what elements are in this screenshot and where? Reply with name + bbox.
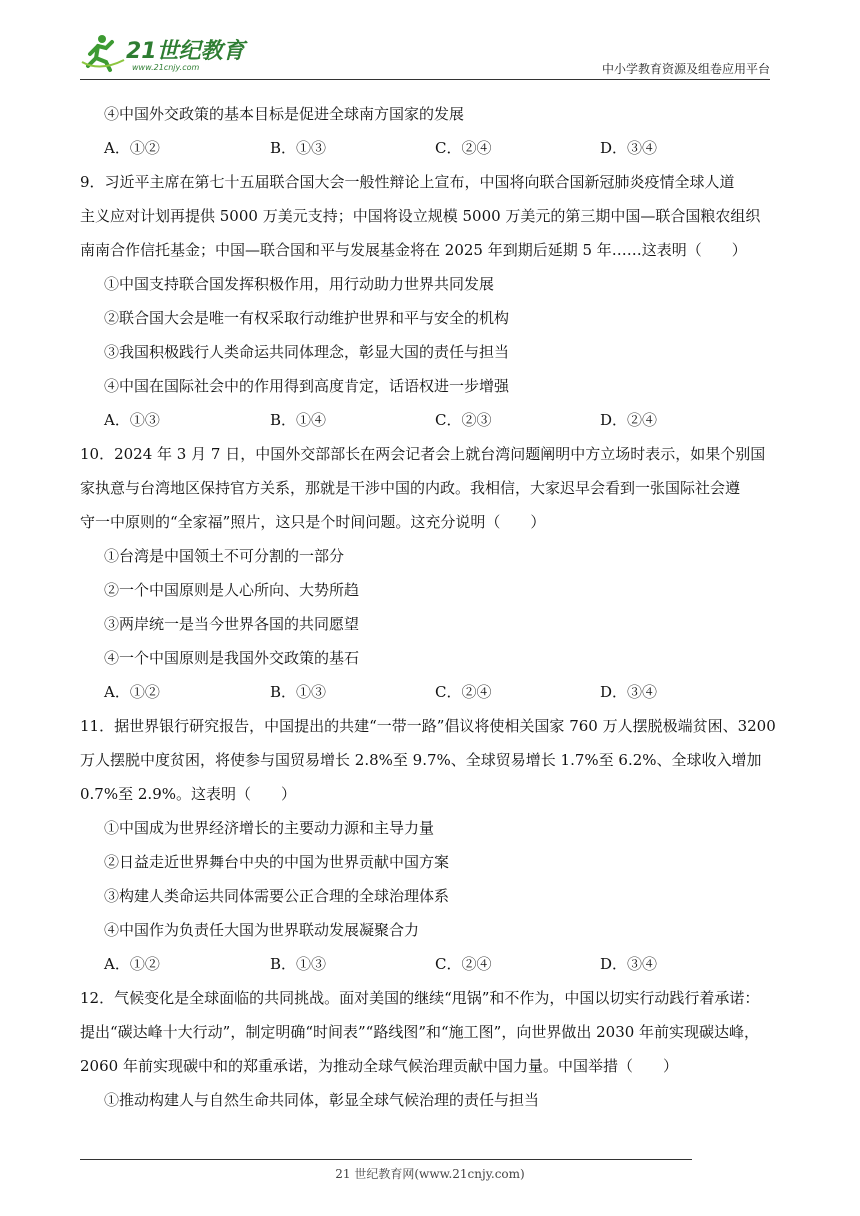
answer-choice[interactable]: B．①③ <box>270 139 327 157</box>
answer-choice[interactable]: C．②③ <box>435 411 492 429</box>
question-text: 2060 年前实现碳中和的郑重承诺，为推动全球气候治理贡献中国力量。中国举措（ ） <box>80 1057 678 1075</box>
statement-option: ②日益走近世界舞台中央的中国为世界贡献中国方案 <box>104 853 450 871</box>
answer-choice[interactable]: A．①② <box>104 139 160 157</box>
question-text: 0.7%至 2.9%。这表明（ ） <box>80 785 296 803</box>
statement-option: ④中国在国际社会中的作用得到高度肯定，话语权进一步增强 <box>104 377 510 395</box>
question-text: 家执意与台湾地区保持官方关系，那就是干涉中国的内政。我相信，大家迟早会看到一张国际社会遵 <box>80 479 741 497</box>
footer-divider <box>80 1159 692 1160</box>
statement-option: ①中国支持联合国发挥积极作用，用行动助力世界共同发展 <box>104 275 495 293</box>
logo-url: www.21cnjy.com <box>132 63 200 72</box>
statement-option: ③我国积极践行人类命运共同体理念，彰显大国的责任与担当 <box>104 343 510 361</box>
question-text: 提出“碳达峰十大行动”，制定明确“时间表”“路线图”和“施工图”，向世界做出 2030 年前实现碳达峰， <box>80 1023 760 1041</box>
statement-option: ④中国外交政策的基本目标是促进全球南方国家的发展 <box>104 105 465 123</box>
answer-choice[interactable]: C．②④ <box>435 683 492 701</box>
answer-choice[interactable]: B．①③ <box>270 955 327 973</box>
logo-text: 21世纪教育 <box>126 39 245 64</box>
footer-text: 21 世纪教育网(www.21cnjy.com) <box>335 1167 525 1181</box>
statement-option: ④一个中国原则是我国外交政策的基石 <box>104 649 360 667</box>
statement-option: ③两岸统一是当今世界各国的共同愿望 <box>104 615 360 633</box>
statement-option: ①台湾是中国领土不可分割的一部分 <box>104 547 345 565</box>
statement-option: ④中国作为负责任大国为世界联动发展凝聚合力 <box>104 921 420 939</box>
statement-option: ②一个中国原则是人心所向、大势所趋 <box>104 581 360 599</box>
answer-choice[interactable]: A．①③ <box>104 411 160 429</box>
answer-choice[interactable]: D．②④ <box>600 411 658 429</box>
header-platform-text: 中小学教育资源及组卷应用平台 <box>601 62 770 76</box>
page-header <box>80 30 770 78</box>
question-text: 南南合作信托基金；中国—联合国和平与发展基金将在 2025 年到期后延期 5 年……这表明（ ） <box>80 241 747 259</box>
answer-choices <box>80 675 780 709</box>
question-text: 主义应对计划再提供 5000 万美元支持；中国将设立规模 5000 万美元的第三期中国—联合国粮农组织 <box>80 207 761 225</box>
question-text: 万人摆脱中度贫困，将使参与国贸易增长 2.8%至 9.7%、全球贸易增长 1.7%至 6.2%、全球收入增加 <box>80 751 762 769</box>
answer-choices <box>80 403 780 437</box>
answer-choice[interactable]: A．①② <box>104 955 160 973</box>
answer-choice[interactable]: B．①③ <box>270 683 327 701</box>
question-text: 10．2024 年 3 月 7 日，中国外交部部长在两会记者会上就台湾问题阐明中方立场时表示，如果个别国 <box>80 445 766 463</box>
question-text: 11．据世界银行研究报告，中国提出的共建“一带一路”倡议将使相关国家 760 万人摆脱极端贫困、3200 <box>80 717 776 735</box>
answer-choices <box>80 947 780 981</box>
question-content <box>80 97 780 1117</box>
statement-option: ①中国成为世界经济增长的主要动力源和主导力量 <box>104 819 435 837</box>
answer-choice[interactable]: B．①④ <box>270 411 327 429</box>
logo <box>80 32 250 74</box>
answer-choice[interactable]: D．③④ <box>600 955 658 973</box>
answer-choice[interactable]: D．③④ <box>600 683 658 701</box>
answer-choice[interactable]: C．②④ <box>435 139 492 157</box>
question-text: 守一中原则的“全家福”照片，这只是个时间问题。这充分说明（ ） <box>80 513 546 531</box>
answer-choice[interactable]: C．②④ <box>435 955 492 973</box>
answer-choices <box>80 131 780 165</box>
statement-option: ①推动构建人与自然生命共同体，彰显全球气候治理的责任与担当 <box>104 1091 540 1109</box>
statement-option: ②联合国大会是唯一有权采取行动维护世界和平与安全的机构 <box>104 309 510 327</box>
question-text: 9．习近平主席在第七十五届联合国大会一般性辩论上宣布，中国将向联合国新冠肺炎疫情全球人道 <box>80 173 735 191</box>
question-text: 12．气候变化是全球面临的共同挑战。面对美国的继续“甩锅”和不作为，中国以切实行动践行着承诺： <box>80 989 760 1007</box>
runner-icon <box>82 35 124 70</box>
answer-choice[interactable]: A．①② <box>104 683 160 701</box>
statement-option: ③构建人类命运共同体需要公正合理的全球治理体系 <box>104 887 450 905</box>
answer-choice[interactable]: D．③④ <box>600 139 658 157</box>
header-divider <box>80 79 770 80</box>
